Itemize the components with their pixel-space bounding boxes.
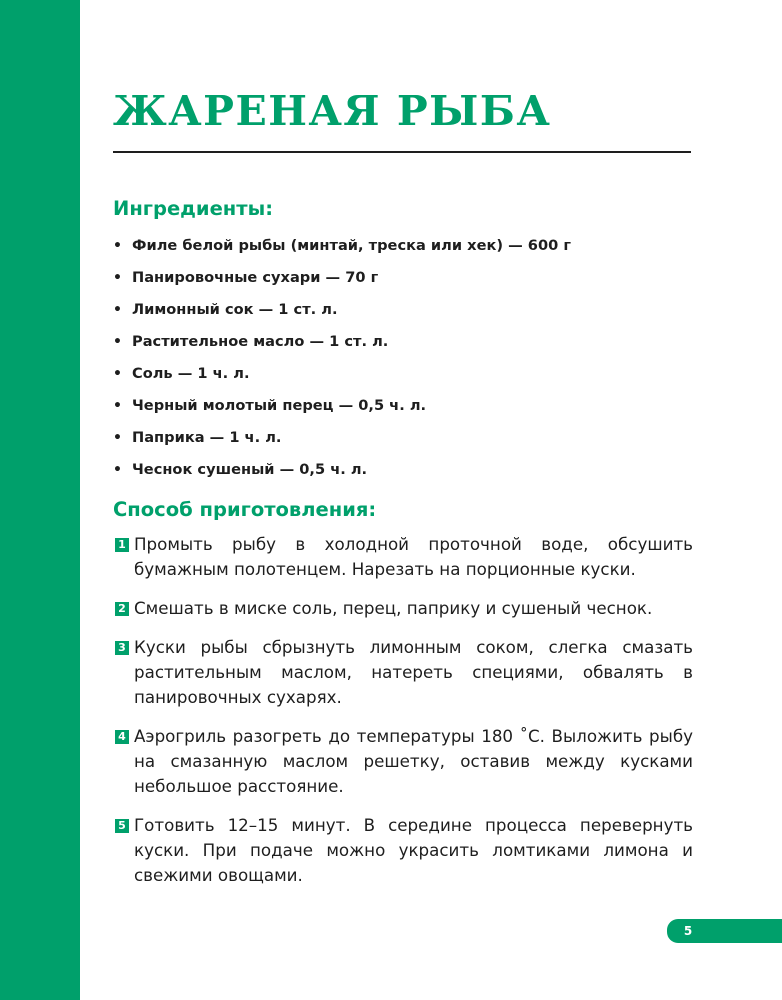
method-heading: Способ приготовления:: [113, 498, 377, 521]
method-step: [113, 635, 693, 710]
step-number-badge: 1: [115, 538, 129, 552]
ingredient-item: [113, 358, 571, 390]
ingredient-item: [113, 262, 571, 294]
title-divider: [113, 151, 691, 153]
bullet-icon: •: [113, 366, 122, 382]
bullet-icon: •: [113, 398, 122, 414]
step-text: Готовить 12–15 минут. В середине процесса перевернуть куски. При подаче можно украсить ломтиками лимона и свежими овощами.: [134, 815, 693, 885]
ingredient-text: Черный молотый перец — 0,5 ч. л.: [132, 397, 427, 414]
ingredient-text: Чеснок сушеный — 0,5 ч. л.: [132, 461, 368, 478]
ingredient-text: Филе белой рыбы (минтай, треска или хек) — 600 г: [132, 237, 571, 254]
page-number: 5: [683, 924, 693, 938]
bullet-icon: •: [113, 334, 122, 350]
step-text: Аэрогриль разогреть до температуры 180 ˚С. Выложить рыбу на смазанную маслом решетку, оставив между кусками небольшое расстояние.: [134, 726, 693, 796]
ingredient-text: Соль — 1 ч. л.: [132, 365, 250, 382]
side-color-band: [0, 0, 80, 1000]
step-text: Смешать в миске соль, перец, паприку и сушеный чеснок.: [134, 598, 653, 618]
ingredient-item: [113, 390, 571, 422]
method-step: [113, 724, 693, 799]
bullet-icon: •: [113, 462, 122, 478]
ingredients-heading: Ингредиенты:: [113, 197, 274, 220]
page-number-tab: [667, 919, 782, 943]
step-number-badge: 3: [115, 641, 129, 655]
ingredient-text: Лимонный сок — 1 ст. л.: [132, 301, 338, 318]
step-number-badge: 4: [115, 730, 129, 744]
method-step: [113, 532, 693, 582]
ingredient-item: [113, 326, 571, 358]
ingredient-item: [113, 422, 571, 454]
ingredient-text: Панировочные сухари — 70 г: [132, 269, 379, 286]
step-number-badge: 2: [115, 602, 129, 616]
bullet-icon: •: [113, 238, 122, 254]
bullet-icon: •: [113, 430, 122, 446]
method-step: [113, 596, 693, 621]
ingredient-text: Растительное масло — 1 ст. л.: [132, 333, 389, 350]
method-step: [113, 813, 693, 888]
method-steps-list: [113, 532, 693, 902]
step-number-badge: 5: [115, 819, 129, 833]
ingredient-item: [113, 294, 571, 326]
ingredient-item: [113, 230, 571, 262]
ingredient-text: Паприка — 1 ч. л.: [132, 429, 282, 446]
ingredient-item: [113, 454, 571, 486]
step-text: Куски рыбы сбрызнуть лимонным соком, слегка смазать растительным маслом, натереть специями, обвалять в панировочных сухарях.: [134, 637, 693, 707]
bullet-icon: •: [113, 270, 122, 286]
bullet-icon: •: [113, 302, 122, 318]
step-text: Промыть рыбу в холодной проточной воде, обсушить бумажным полотенцем. Нарезать на порционные куски.: [134, 534, 693, 579]
page-title: ЖАРЕНАЯ РЫБА: [113, 87, 552, 135]
ingredients-list: [113, 230, 571, 486]
